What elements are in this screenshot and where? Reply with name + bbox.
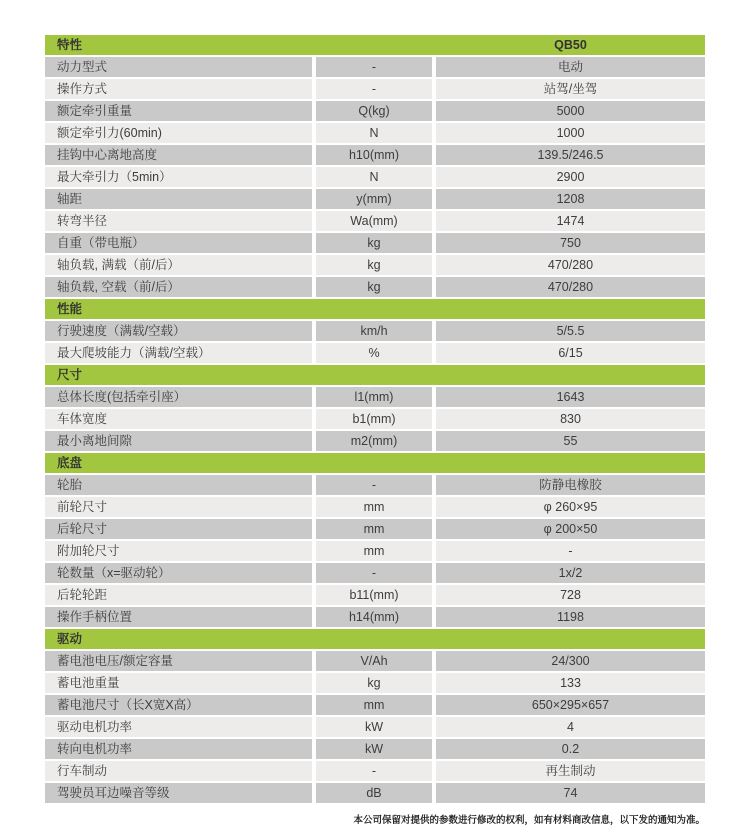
spec-row xyxy=(45,519,705,541)
spec-unit: b11(mm) xyxy=(316,585,432,605)
spec-value: 1474 xyxy=(436,211,705,231)
spec-row xyxy=(45,585,705,607)
spec-row xyxy=(45,651,705,673)
spec-unit: mm xyxy=(316,519,432,539)
spec-label: 轮胎 xyxy=(45,475,312,495)
spec-value: 750 xyxy=(436,233,705,253)
spec-unit: kg xyxy=(316,673,432,693)
spec-value: 470/280 xyxy=(436,255,705,275)
spec-row xyxy=(45,717,705,739)
spec-value: 6/15 xyxy=(436,343,705,363)
spec-label: 蓄电池电压/额定容量 xyxy=(45,651,312,671)
spec-value: φ 260×95 xyxy=(436,497,705,517)
spec-value: 0.2 xyxy=(436,739,705,759)
spec-value: 再生制动 xyxy=(436,761,705,781)
spec-label: 附加轮尺寸 xyxy=(45,541,312,561)
spec-label: 轴负载, 满载（前/后） xyxy=(45,255,312,275)
spec-value: 55 xyxy=(436,431,705,451)
spec-label: 最小离地间隙 xyxy=(45,431,312,451)
spec-unit: V/Ah xyxy=(316,651,432,671)
section-header-row xyxy=(45,629,705,651)
spec-label: 转向电机功率 xyxy=(45,739,312,759)
spec-unit: - xyxy=(316,761,432,781)
spec-unit: km/h xyxy=(316,321,432,341)
spec-value: - xyxy=(436,541,705,561)
spec-row xyxy=(45,145,705,167)
spec-label: 最大牵引力（5min） xyxy=(45,167,312,187)
section-title: 性能 xyxy=(57,302,83,316)
spec-unit: kg xyxy=(316,277,432,297)
spec-row xyxy=(45,497,705,519)
spec-table xyxy=(45,35,705,805)
spec-unit: kW xyxy=(316,739,432,759)
spec-unit: N xyxy=(316,167,432,187)
spec-row xyxy=(45,761,705,783)
spec-unit: Wa(mm) xyxy=(316,211,432,231)
spec-unit: % xyxy=(316,343,432,363)
spec-row xyxy=(45,101,705,123)
spec-unit: - xyxy=(316,57,432,77)
spec-value: 1643 xyxy=(436,387,705,407)
spec-value: 830 xyxy=(436,409,705,429)
spec-unit: kg xyxy=(316,233,432,253)
spec-value: 470/280 xyxy=(436,277,705,297)
spec-label: 蓄电池尺寸（长X宽X高） xyxy=(45,695,312,715)
spec-unit: mm xyxy=(316,497,432,517)
spec-value: 74 xyxy=(436,783,705,803)
header-feature-label: 特性 xyxy=(57,38,83,52)
spec-value: 4 xyxy=(436,717,705,737)
section-header-row xyxy=(45,453,705,475)
spec-unit: - xyxy=(316,79,432,99)
spec-row xyxy=(45,167,705,189)
spec-row xyxy=(45,233,705,255)
spec-label: 动力型式 xyxy=(45,57,312,77)
spec-label: 轴距 xyxy=(45,189,312,209)
spec-value: 1000 xyxy=(436,123,705,143)
spec-label: 操作方式 xyxy=(45,79,312,99)
spec-row xyxy=(45,431,705,453)
spec-label: 操作手柄位置 xyxy=(45,607,312,627)
spec-unit: dB xyxy=(316,783,432,803)
spec-value: 站驾/坐驾 xyxy=(436,79,705,99)
spec-row xyxy=(45,409,705,431)
spec-label: 车体宽度 xyxy=(45,409,312,429)
spec-label: 轴负载, 空载（前/后） xyxy=(45,277,312,297)
spec-unit: - xyxy=(316,475,432,495)
spec-label: 轮数量（x=驱动轮） xyxy=(45,563,312,583)
spec-label: 额定牵引重量 xyxy=(45,101,312,121)
spec-unit: kW xyxy=(316,717,432,737)
spec-value: 电动 xyxy=(436,57,705,77)
spec-row xyxy=(45,563,705,585)
section-header-row xyxy=(45,365,705,387)
spec-row xyxy=(45,79,705,101)
spec-value: 2900 xyxy=(436,167,705,187)
spec-label: 最大爬坡能力（满载/空载） xyxy=(45,343,312,363)
spec-row xyxy=(45,695,705,717)
spec-label: 前轮尺寸 xyxy=(45,497,312,517)
spec-label: 驱动电机功率 xyxy=(45,717,312,737)
spec-row xyxy=(45,607,705,629)
table-header-row xyxy=(45,35,705,57)
spec-unit: y(mm) xyxy=(316,189,432,209)
spec-unit: m2(mm) xyxy=(316,431,432,451)
spec-label: 后轮轮距 xyxy=(45,585,312,605)
spec-unit: mm xyxy=(316,695,432,715)
spec-label: 挂钩中心离地高度 xyxy=(45,145,312,165)
spec-unit: kg xyxy=(316,255,432,275)
footer-note: 本公司保留对提供的参数进行修改的权利，如有材料商改信息，以下发的通知为准。 xyxy=(353,815,705,826)
spec-value: 防静电橡胶 xyxy=(436,475,705,495)
spec-value: 1198 xyxy=(436,607,705,627)
spec-label: 行驶速度（满载/空载） xyxy=(45,321,312,341)
spec-unit: N xyxy=(316,123,432,143)
section-title: 底盘 xyxy=(57,456,83,470)
spec-row xyxy=(45,189,705,211)
spec-label: 自重（带电瓶） xyxy=(45,233,312,253)
spec-unit: - xyxy=(316,563,432,583)
spec-row xyxy=(45,475,705,497)
spec-value: 1208 xyxy=(436,189,705,209)
spec-label: 总体长度(包括牵引座） xyxy=(45,387,312,407)
section-title: 驱动 xyxy=(57,632,83,646)
spec-value: 650×295×657 xyxy=(436,695,705,715)
spec-row xyxy=(45,783,705,805)
spec-unit: b1(mm) xyxy=(316,409,432,429)
spec-unit: h14(mm) xyxy=(316,607,432,627)
spec-value: 728 xyxy=(436,585,705,605)
spec-value: 24/300 xyxy=(436,651,705,671)
spec-row xyxy=(45,343,705,365)
spec-unit: l1(mm) xyxy=(316,387,432,407)
spec-value: φ 200×50 xyxy=(436,519,705,539)
spec-row xyxy=(45,211,705,233)
spec-value: 5/5.5 xyxy=(436,321,705,341)
spec-value: 5000 xyxy=(436,101,705,121)
spec-label: 驾驶员耳边噪音等级 xyxy=(45,783,312,803)
spec-label: 行车制动 xyxy=(45,761,312,781)
spec-label: 额定牵引力(60min) xyxy=(45,123,312,143)
spec-unit: Q(kg) xyxy=(316,101,432,121)
spec-value: 133 xyxy=(436,673,705,693)
spec-value: 139.5/246.5 xyxy=(436,145,705,165)
spec-row xyxy=(45,739,705,761)
section-header-row xyxy=(45,299,705,321)
section-title: 尺寸 xyxy=(57,368,83,382)
spec-row xyxy=(45,387,705,409)
spec-row xyxy=(45,57,705,79)
spec-row xyxy=(45,255,705,277)
header-model-label: QB50 xyxy=(554,38,587,52)
spec-value: 1x/2 xyxy=(436,563,705,583)
spec-row xyxy=(45,321,705,343)
spec-row xyxy=(45,123,705,145)
spec-label: 后轮尺寸 xyxy=(45,519,312,539)
spec-row xyxy=(45,673,705,695)
spec-unit: mm xyxy=(316,541,432,561)
spec-row xyxy=(45,277,705,299)
spec-row xyxy=(45,541,705,563)
spec-unit: h10(mm) xyxy=(316,145,432,165)
table-body xyxy=(45,57,705,805)
spec-label: 蓄电池重量 xyxy=(45,673,312,693)
spec-label: 转弯半径 xyxy=(45,211,312,231)
